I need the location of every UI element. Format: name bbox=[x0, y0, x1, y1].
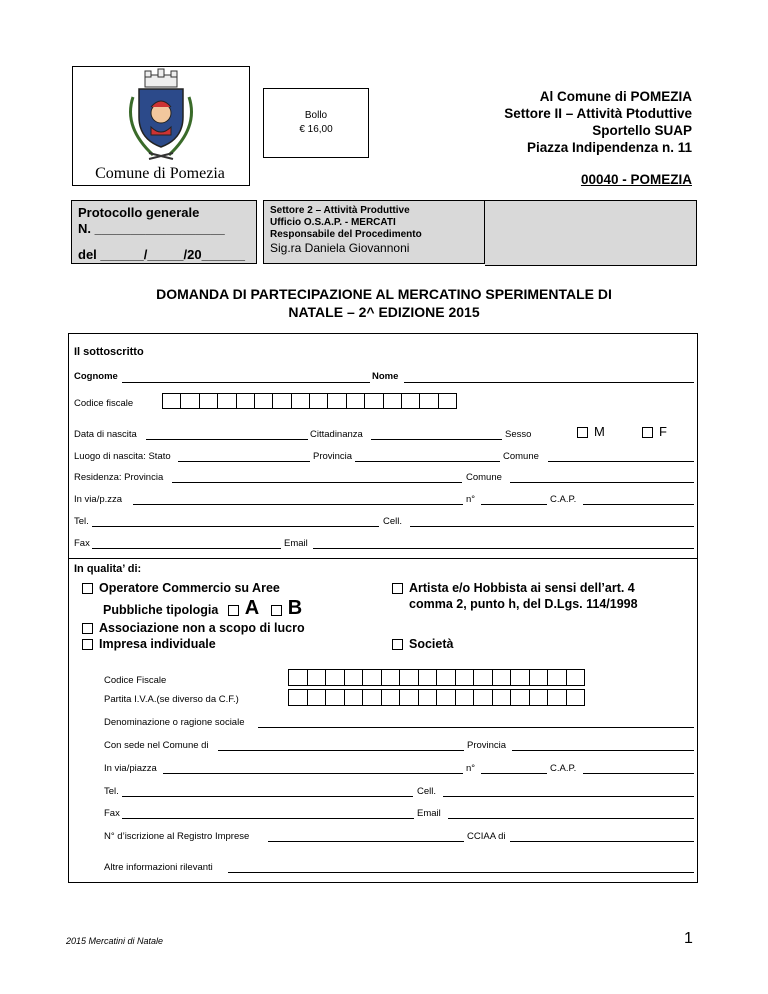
tipologia-b-label: B bbox=[287, 597, 303, 619]
document-title bbox=[60, 285, 708, 321]
via2-field[interactable] bbox=[163, 773, 463, 774]
via-field[interactable] bbox=[133, 504, 463, 505]
cciaa-label: CCIAA di bbox=[467, 831, 506, 842]
iscrizione-label: N° d’iscrizione al Registro Imprese bbox=[104, 831, 250, 842]
responsabile-name: Sig.ra Daniela Giovannoni bbox=[270, 241, 410, 255]
cap-field[interactable] bbox=[583, 504, 694, 505]
comune-field[interactable] bbox=[548, 461, 694, 462]
partita-iva-grid[interactable] bbox=[288, 689, 585, 706]
residenza-provincia-field[interactable] bbox=[172, 482, 462, 483]
nome-field[interactable] bbox=[404, 382, 694, 383]
partita-iva-label: Partita I.V.A.(se diverso da C.F.) bbox=[104, 694, 239, 705]
settore-box bbox=[263, 200, 485, 264]
email2-field[interactable] bbox=[448, 818, 694, 819]
email-field[interactable] bbox=[313, 548, 694, 549]
sesso-m-label: M bbox=[594, 424, 605, 439]
tel-label: Tel. bbox=[74, 516, 89, 527]
luogo-nascita-field[interactable] bbox=[178, 461, 310, 462]
opt-societa-checkbox[interactable] bbox=[392, 637, 453, 651]
opt-associazione-label: Associazione non a scopo di lucro bbox=[99, 621, 305, 635]
via-label: In via/p.zza bbox=[74, 494, 123, 505]
via2-label: In via/piazza bbox=[104, 763, 157, 774]
numero-field[interactable] bbox=[481, 504, 547, 505]
cittadinanza-label: Cittadinanza bbox=[310, 429, 363, 440]
residenza-comune-label: Comune bbox=[466, 472, 502, 483]
bollo-label: Bollo bbox=[304, 110, 328, 121]
opt-artista-label-2: comma 2, punto h, del D.Lgs. 114/1998 bbox=[409, 597, 638, 611]
cognome-label: Cognome bbox=[74, 371, 118, 382]
opt-artista-checkbox[interactable] bbox=[392, 581, 635, 595]
tel2-field[interactable] bbox=[122, 796, 413, 797]
protocollo-date[interactable]: del ______/_____/20______ bbox=[78, 247, 245, 262]
tipologia-a-checkbox[interactable] bbox=[228, 605, 239, 616]
residenza-label: Residenza: Provincia bbox=[74, 472, 164, 483]
opt-societa-label: Società bbox=[409, 637, 454, 651]
footer-text: 2015 Mercatini di Natale bbox=[66, 936, 164, 946]
nome-label: Nome bbox=[372, 371, 399, 382]
cciaa-field[interactable] bbox=[510, 841, 694, 842]
cell2-field[interactable] bbox=[443, 796, 694, 797]
provincia-label: Provincia bbox=[313, 451, 353, 462]
cognome-field[interactable] bbox=[122, 382, 370, 383]
opt-impresa-label: Impresa individuale bbox=[99, 637, 216, 651]
tipologia-b-checkbox[interactable] bbox=[271, 605, 282, 616]
title-line: NATALE – 2^ EDIZIONE 2015 bbox=[288, 304, 480, 320]
settore-line: Responsabile del Procedimento bbox=[270, 229, 422, 240]
opt-tipologia-label: Pubbliche tipologia bbox=[103, 603, 219, 617]
recipient-address bbox=[504, 88, 692, 156]
settore-empty-cell bbox=[485, 200, 697, 266]
cell2-label: Cell. bbox=[417, 786, 437, 797]
tel2-label: Tel. bbox=[104, 786, 119, 797]
cittadinanza-field[interactable] bbox=[371, 439, 502, 440]
provincia-field[interactable] bbox=[355, 461, 500, 462]
cell-field[interactable] bbox=[410, 526, 694, 527]
comune-crest-icon bbox=[73, 67, 249, 167]
sesso-label: Sesso bbox=[505, 429, 532, 440]
opt-artista-label: Artista e/o Hobbista ai sensi dell’art. 4 bbox=[409, 581, 635, 595]
address-line: Sportello SUAP bbox=[592, 123, 692, 138]
opt-operatore-checkbox[interactable] bbox=[82, 581, 280, 595]
iscrizione-field[interactable] bbox=[268, 841, 464, 842]
tipologia-a-label: A bbox=[244, 597, 260, 619]
comune-caption: Comune di Pomezia bbox=[95, 165, 225, 182]
codice-fiscale2-grid[interactable] bbox=[288, 669, 585, 686]
altre-info-field[interactable] bbox=[228, 872, 694, 873]
opt-operatore-label: Operatore Commercio su Aree bbox=[99, 581, 280, 595]
opt-impresa-checkbox[interactable] bbox=[82, 637, 216, 651]
data-nascita-field[interactable] bbox=[146, 439, 308, 440]
numero2-field[interactable] bbox=[481, 773, 547, 774]
denominazione-label: Denominazione o ragione sociale bbox=[104, 717, 245, 728]
settore-line: Ufficio O.S.A.P. - MERCATI bbox=[270, 217, 396, 228]
numero2-label: n° bbox=[466, 763, 476, 774]
address-line: Settore II – Attività Ptoduttive bbox=[504, 106, 692, 121]
fax2-field[interactable] bbox=[122, 818, 414, 819]
denominazione-field[interactable] bbox=[258, 727, 694, 728]
sede-comune-label: Con sede nel Comune di bbox=[104, 740, 209, 751]
codice-fiscale2-label: Codice Fiscale bbox=[104, 675, 167, 686]
address-line: Piazza Indipendenza n. 11 bbox=[526, 140, 692, 155]
title-line: DOMANDA DI PARTECIPAZIONE AL MERCATINO SPERIMENTALE DI bbox=[156, 286, 612, 302]
provincia2-label: Provincia bbox=[467, 740, 507, 751]
protocollo-box bbox=[71, 200, 257, 264]
sede-comune-field[interactable] bbox=[218, 750, 464, 751]
comune-label: Comune bbox=[503, 451, 539, 462]
cap2-label: C.A.P. bbox=[550, 763, 577, 774]
sesso-f-checkbox[interactable] bbox=[642, 424, 667, 439]
luogo-nascita-label: Luogo di nascita: Stato bbox=[74, 451, 171, 462]
fax2-label: Fax bbox=[104, 808, 120, 819]
settore-line: Settore 2 – Attività Produttive bbox=[270, 205, 410, 216]
data-nascita-label: Data di nascita bbox=[74, 429, 137, 440]
provincia2-field[interactable] bbox=[512, 750, 694, 751]
codice-fiscale-label: Codice fiscale bbox=[74, 398, 134, 409]
altre-info-label: Altre informazioni rilevanti bbox=[104, 862, 213, 873]
residenza-comune-field[interactable] bbox=[510, 482, 694, 483]
cap2-field[interactable] bbox=[583, 773, 694, 774]
section-divider bbox=[68, 558, 698, 559]
codice-fiscale-grid[interactable] bbox=[162, 393, 457, 409]
sesso-m-checkbox[interactable] bbox=[577, 424, 605, 439]
sottoscritto-heading: Il sottoscritto bbox=[74, 346, 144, 358]
page-number: 1 bbox=[684, 930, 693, 947]
opt-associazione-checkbox[interactable] bbox=[82, 621, 305, 635]
email-label: Email bbox=[284, 538, 308, 549]
fax-label: Fax bbox=[74, 538, 90, 549]
fax-field[interactable] bbox=[92, 548, 281, 549]
bollo-value: € 16,00 bbox=[299, 124, 333, 135]
numero-label: n° bbox=[466, 494, 476, 505]
address-line: Al Comune di POMEZIA bbox=[539, 89, 692, 104]
city-line: 00040 - POMEZIA bbox=[580, 172, 692, 187]
sesso-f-label: F bbox=[659, 424, 667, 439]
protocollo-line: Protocollo generale bbox=[78, 205, 200, 220]
email2-label: Email bbox=[417, 808, 441, 819]
in-qualita-heading: In qualita’ di: bbox=[74, 563, 142, 575]
protocollo-number[interactable]: N. __________________ bbox=[78, 221, 225, 236]
cell-label: Cell. bbox=[383, 516, 403, 527]
bollo-box bbox=[263, 88, 369, 158]
tel-field[interactable] bbox=[92, 526, 379, 527]
opt-tipologia-row bbox=[103, 597, 302, 620]
cap-label: C.A.P. bbox=[550, 494, 577, 505]
